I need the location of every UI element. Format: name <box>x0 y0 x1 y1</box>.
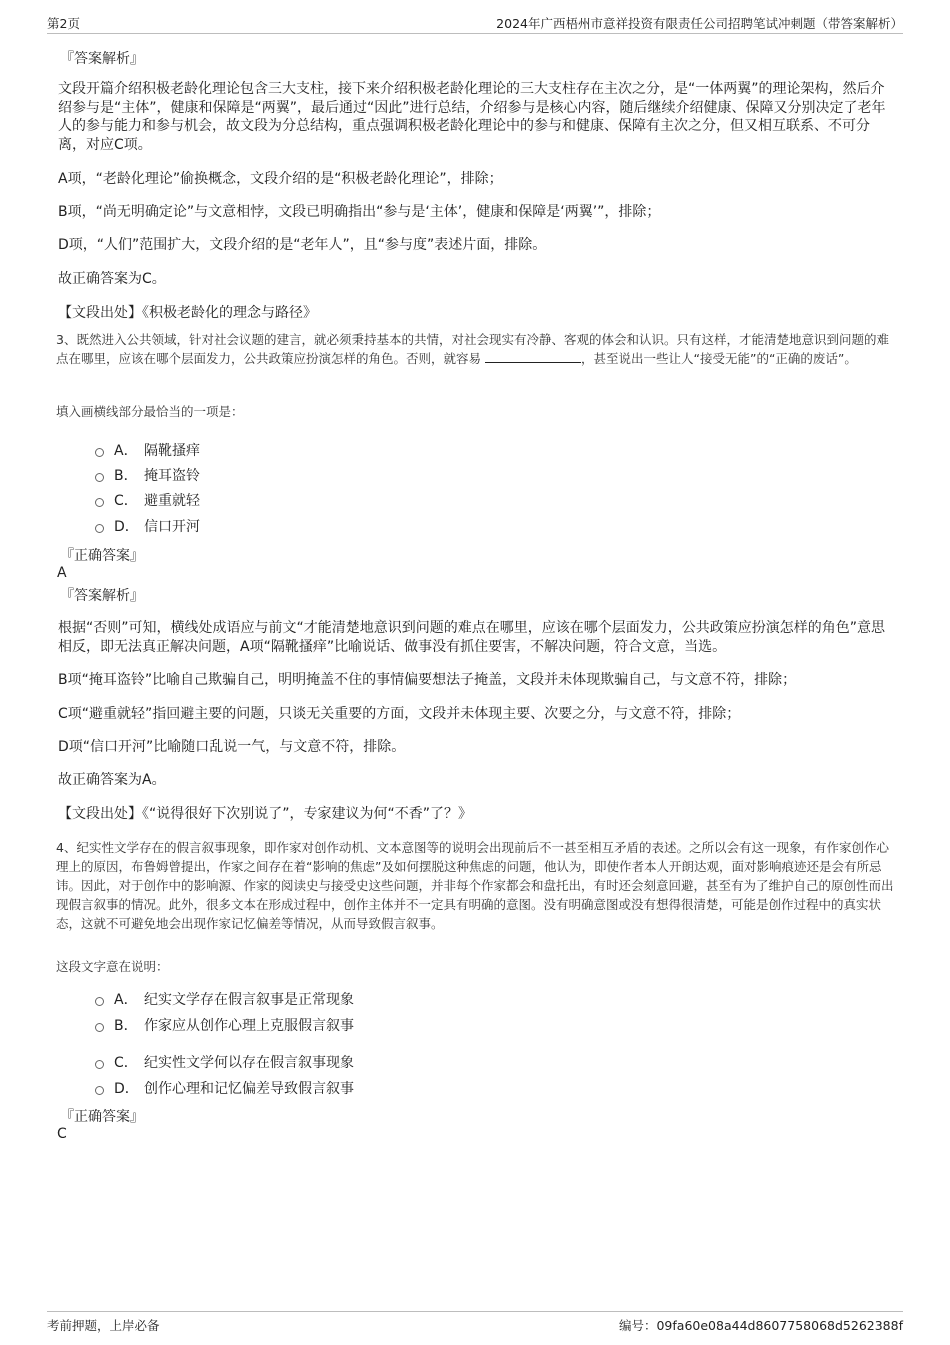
analysis-option-b: B项“掩耳盗铃”比喻自己欺骗自己，明明掩盖不住的事情偏要想法子掩盖，文段并未体现欺骗自己，与文意不符，排除； <box>58 672 797 688</box>
option-letter: D． <box>114 519 139 535</box>
analysis-option-b: B项，“尚无明确定论”与文意相悖，文段已明确指出“参与是‘主体’，健康和保障是‘两翼’”，排除； <box>58 204 661 220</box>
radio-button[interactable] <box>95 473 104 482</box>
analysis-option-c: C项“避重就轻”指回避主要的问题，只谈无关重要的方面，文段并未体现主要、次要之分，与文意不符，排除； <box>58 706 741 722</box>
correct-answer: A <box>57 565 67 581</box>
question-prompt: 填入画横线部分最恰当的一项是： <box>56 404 244 419</box>
option-letter: A． <box>114 992 138 1008</box>
option-d[interactable] <box>95 516 200 536</box>
radio-button[interactable] <box>95 524 104 533</box>
page-header <box>47 0 903 34</box>
question-stem-part2: ，甚至说出一些让人“接受无能”的“正确的废话”。 <box>581 351 857 366</box>
option-b[interactable] <box>95 465 200 485</box>
radio-button[interactable] <box>95 498 104 507</box>
analysis-label: 『答案解析』 <box>60 588 144 604</box>
radio-button[interactable] <box>95 1086 104 1095</box>
analysis-option-d: D项“信口开河”比喻随口乱说一气，与文意不符，排除。 <box>58 739 406 755</box>
option-text: 纪实文学存在假言叙事是正常现象 <box>144 992 354 1008</box>
footer-slogan: 考前押题，上岸必备 <box>47 1318 160 1333</box>
analysis-paragraph: 根据“否则”可知，横线处成语应与前文“才能清楚地意识到问题的难点在哪里，应该在哪个层面发力，公共政策应扮演怎样的角色”意思相反，即无法真正解决问题，A项“隔靴搔痒”比喻说话、做事没有抓住要害，不解决问题，符合文意，当选。 <box>58 620 886 655</box>
option-text: 信口开河 <box>144 519 200 535</box>
analysis-conclusion: 故正确答案为A。 <box>58 772 166 788</box>
option-letter: B． <box>114 468 138 484</box>
analysis-label: 『答案解析』 <box>60 51 144 67</box>
correct-answer-label: 『正确答案』 <box>60 548 144 564</box>
code-value: 09fa60e08a44d8607758068d5262388f <box>656 1318 903 1333</box>
correct-answer: C <box>57 1126 67 1142</box>
option-letter: B． <box>114 1018 138 1034</box>
radio-button[interactable] <box>95 997 104 1006</box>
code-label: 编号： <box>618 1318 657 1333</box>
question-prompt: 这段文字意在说明： <box>56 959 169 974</box>
document-title: 2024年广西梧州市意祥投资有限责任公司招聘笔试冲刺题（带答案解析） <box>496 16 903 31</box>
option-letter: C． <box>114 1055 138 1071</box>
option-letter: C． <box>114 493 138 509</box>
option-text: 隔靴搔痒 <box>144 443 200 459</box>
option-c[interactable] <box>95 490 200 510</box>
fill-in-blank <box>485 350 581 363</box>
analysis-conclusion: 故正确答案为C。 <box>58 271 166 287</box>
option-d[interactable] <box>95 1078 354 1098</box>
correct-answer-label: 『正确答案』 <box>60 1109 144 1125</box>
option-text: 纪实性文学何以存在假言叙事现象 <box>144 1055 354 1071</box>
option-text: 掩耳盗铃 <box>144 468 200 484</box>
radio-button[interactable] <box>95 1060 104 1069</box>
page-number: 第2页 <box>47 16 80 31</box>
question-stem: 4、纪实性文学存在的假言叙事现象，即作家对创作动机、文本意图等的说明会出现前后不一甚至相互矛盾的表述。之所以会有这一现象，有作家创作心理上的原因，布鲁姆曾提出，作家之间存在着“影响的焦虑”及如何摆脱这种焦虑的问题，他认为，即使作者本人开朗达观，面对影响痕迹还是会有所忌讳。因此，对于创作中的影响源、作家的阅读史与接受史这些问题，并非每个作家都会和盘托出，有时还会刻意回避，甚至有为了维护自己的原创性而出现假言叙事的情况。此外，很多文本在形成过程中，创作主体并不一定具有明确的意图。没有明确意图或没有想得很清楚，可能是创作过程中的真实状态，这就不可避免地会出现作家记忆偏差等情况，从而导致假言叙事。 <box>56 840 894 931</box>
option-text: 创作心理和记忆偏差导致假言叙事 <box>144 1081 354 1097</box>
document-code <box>619 1316 903 1334</box>
radio-button[interactable] <box>95 448 104 457</box>
option-letter: A． <box>114 443 138 459</box>
passage-source: 【文段出处】《积极老龄化的理念与路径》 <box>58 305 317 321</box>
question-stem-part1: 3、既然进入公共领域，针对社会议题的建言，就必须秉持基本的共情，对社会现实有冷静、客观的体会和认识。只有这样，才能清楚地意识到问题的难点在哪里，应该在哪个层面发力，公共政策应扮演怎样的角色。否则，就容易 <box>56 332 889 366</box>
analysis-option-d: D项，“人们”范围扩大，文段介绍的是“老年人”，且“参与度”表述片面，排除。 <box>58 237 547 253</box>
option-a[interactable] <box>95 989 354 1009</box>
option-a[interactable] <box>95 440 200 460</box>
radio-button[interactable] <box>95 1023 104 1032</box>
option-c[interactable] <box>95 1052 354 1072</box>
question-stem <box>56 330 896 368</box>
option-text: 避重就轻 <box>144 493 200 509</box>
page-footer <box>47 1311 903 1342</box>
analysis-option-a: A项，“老龄化理论”偷换概念，文段介绍的是“积极老龄化理论”，排除； <box>58 171 503 187</box>
option-text: 作家应从创作心理上克服假言叙事 <box>144 1018 354 1034</box>
option-b[interactable] <box>95 1015 354 1035</box>
analysis-paragraph: 文段开篇介绍积极老龄化理论包含三大支柱，接下来介绍积极老龄化理论的三大支柱存在主次之分，是“一体两翼”的理论架构，然后介绍参与是“主体”，健康和保障是“两翼”，最后通过“因此”进行总结，介绍参与是核心内容，随后继续介绍健康、保障又分别决定了老年人的参与能力和参与机会，故文段为分总结构，重点强调积极老龄化理论中的参与和健康、保障有主次之分，但又相互联系、不可分离，对应C项。 <box>58 81 886 153</box>
passage-source: 【文段出处】《“说得很好下次别说了”，专家建议为何“不香”了？》 <box>58 806 473 822</box>
option-letter: D． <box>114 1081 139 1097</box>
